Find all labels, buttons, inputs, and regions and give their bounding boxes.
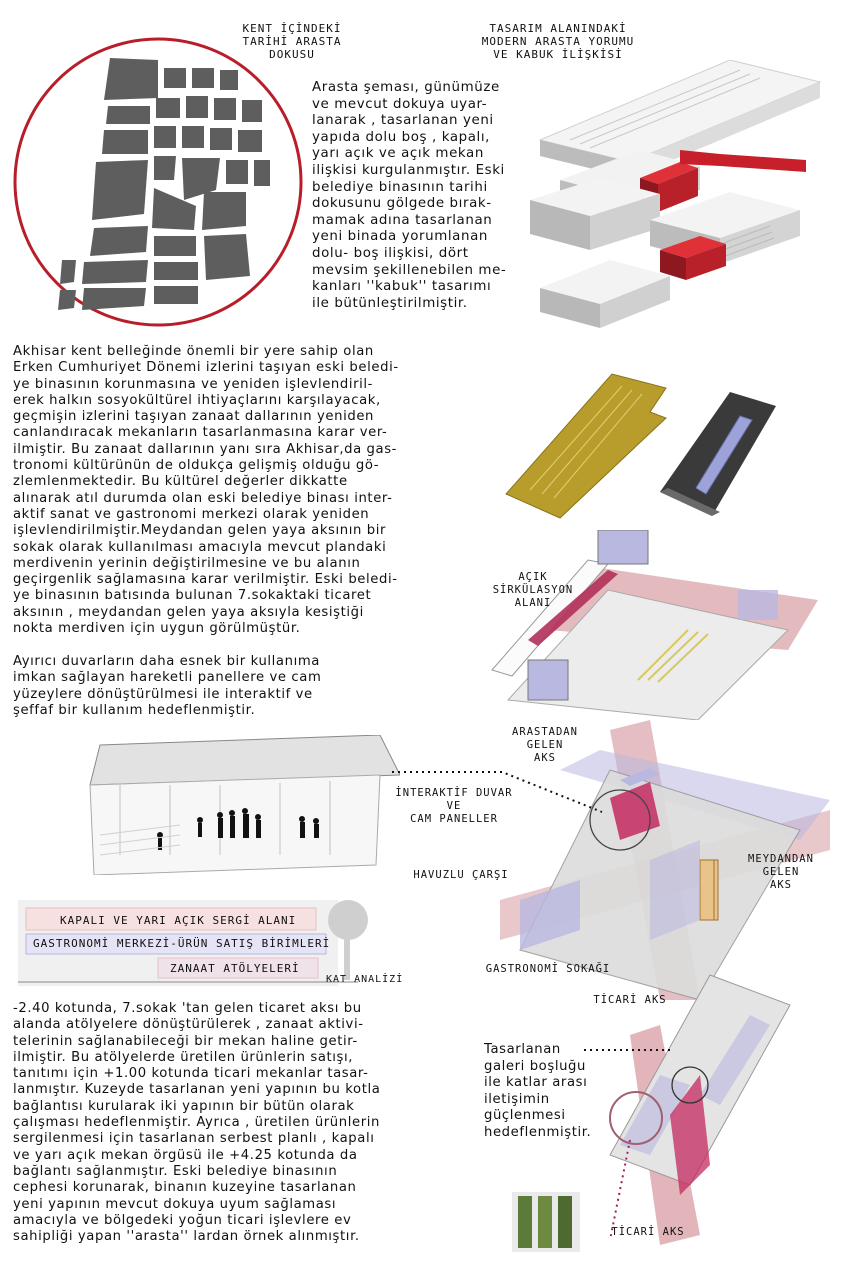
label-commercial-axis-2: TİCARİ AKS — [611, 1226, 685, 1238]
paragraph-arasta-scheme: Arasta şeması, günümüze ve mevcut dokuya uyar- lanarak , tasarlanan yeni yapıda dolu boş , kapalı, yarı açık ve açık mekan ilişkisi kurgulanmıştır. Eski belediye binasının tarihi dokusunu gölgede bırak- mamak adına tasarlanan yeni binada yorumlanan dolu- boş ilişkisi, dört mevsim şekillenebilen me- kanları ''kabuk'' tasarımı ile bütünleştirilmiştir. — [312, 80, 507, 311]
green-facade-photo — [512, 1192, 580, 1252]
label-square-axis: MEYDANDAN GELEN AKS — [748, 853, 814, 891]
upper-floor-plan — [488, 530, 842, 720]
band-exhibition: KAPALI VE YARI AÇIK SERGİ ALANI — [60, 914, 297, 927]
band-craft-workshops: ZANAAT ATÖLYELERİ — [170, 962, 300, 975]
label-open-circulation: AÇIK SİRKÜLASYON ALANI — [492, 571, 574, 609]
paragraph-akhisar-memory: Akhisar kent belleğinde önemli bir yere sahip olan Erken Cumhuriyet Dönemi izlerini taşıyan eski beledi- ye binasının korunmasına ve yeniden işlevlendiril- erek halkın sosyokültürel ihtiyaçlarını karşılayacak, geçmişin izlerini taşıyan zanaat dallarının yeniden canlandıracak mekanların tasarlanmasına karar ver- ilmiştir. Bu zanaat dallarının yanı sıra Akhisar,da gas- tronomi kültürünün de oldukça gelişmiş olduğu gö- zlemlenmektedir. Bu kültürel değerler dikkatte alınarak atıl durumda olan eski belediye binası inter- aktif sanat ve gastronomi merkezi olarak yeniden işlevlendirilmiştir.Meydandan gelen yaya aksının bir sokak olarak kullanılması amacıyla mevcut plandaki merdivenin yerinin değiştirilmesine ve bu alanın geçirgenlik sağlamasına karar verilmiştir. Eski beledi- ye binasının batısında bulunan 7.sokaktaki ticaret aksının , meydandan gelen yaya aksıyla kesiştiği nokta merdiven için uygun görülmüştür. — [13, 344, 399, 637]
label-commercial-axis-1: TİCARİ AKS — [593, 994, 667, 1006]
label-havuzlu-carsi: HAVUZLU ÇARŞI — [413, 869, 509, 881]
modern-arasta-axonometric — [530, 60, 830, 335]
label-gastronomy-street: GASTRONOMİ SOKAĞI — [485, 963, 611, 975]
paragraph-flexible-walls: Ayırıcı duvarların daha esnek bir kullanıma imkan sağlayan hareketli panellere ve cam yüzeylere dönüştürülmesi ile interaktif ve şeffaf bir kullanım hedeflenmiştir. — [13, 654, 322, 718]
interior-perspective — [80, 735, 400, 875]
title-modern-arasta: TASARIM ALANINDAKİ MODERN ARASTA YORUMU VE KABUK İLİŞKİSİ — [481, 22, 635, 61]
paragraph-levels: -2.40 kotunda, 7.sokak 'tan gelen ticaret aksı bu alanda atölyelere dönüştürülerek , zanaat aktivi- telerinin sağlanabileceği bir mekan haline getir- ilmiştir. Bu atölyelerde üretilen ürünlerin satışı, tanıtımı için +1.00 kotunda ticari mekanlar tasar- lanmıştır. Kuzeyde tasarlanan yeni yapının bu kotla bağlantısı kurularak iki yapının bir bütün olarak çalışması hedeflenmiştir. Ayrıca , üretilen ürünlerin sergilenmesi için tasarlanan serbest planlı , kapalı ve yarı açık mekan örgüsü ile +4.25 kotunda da bağlantı sağlanmıştır. Eski belediye binasının cephesi korunarak, binanın kuzeyine tasarlanan yeni yapının mevcut dokuya uyum sağlaması amacıyla ve bölgedeki yoğun ticari işlevlere ev sahipliği yapan ''arasta'' lardan örnek alınmıştır. — [13, 1001, 381, 1245]
section-caption: KAT ANALİZİ — [326, 974, 404, 985]
roof-shell-drawings — [500, 372, 780, 520]
label-arasta-axis: ARASTADAN GELEN AKS — [512, 726, 578, 764]
band-gastronomy: GASTRONOMİ MERKEZİ-ÜRÜN SATIŞ BİRİMLERİ — [33, 937, 331, 950]
label-interactive-wall: İNTERAKTİF DUVAR VE CAM PANELLER — [395, 787, 513, 825]
title-historic-fabric: KENT İÇİNDEKİ TARİHİ ARASTA DOKUSU — [242, 22, 342, 61]
arasta-map-circle — [0, 30, 320, 330]
paragraph-gallery-void: Tasarlanan galeri boşluğu ile katlar arası iletişimin güçlenmesi hedeflenmiştir. — [484, 1042, 592, 1140]
